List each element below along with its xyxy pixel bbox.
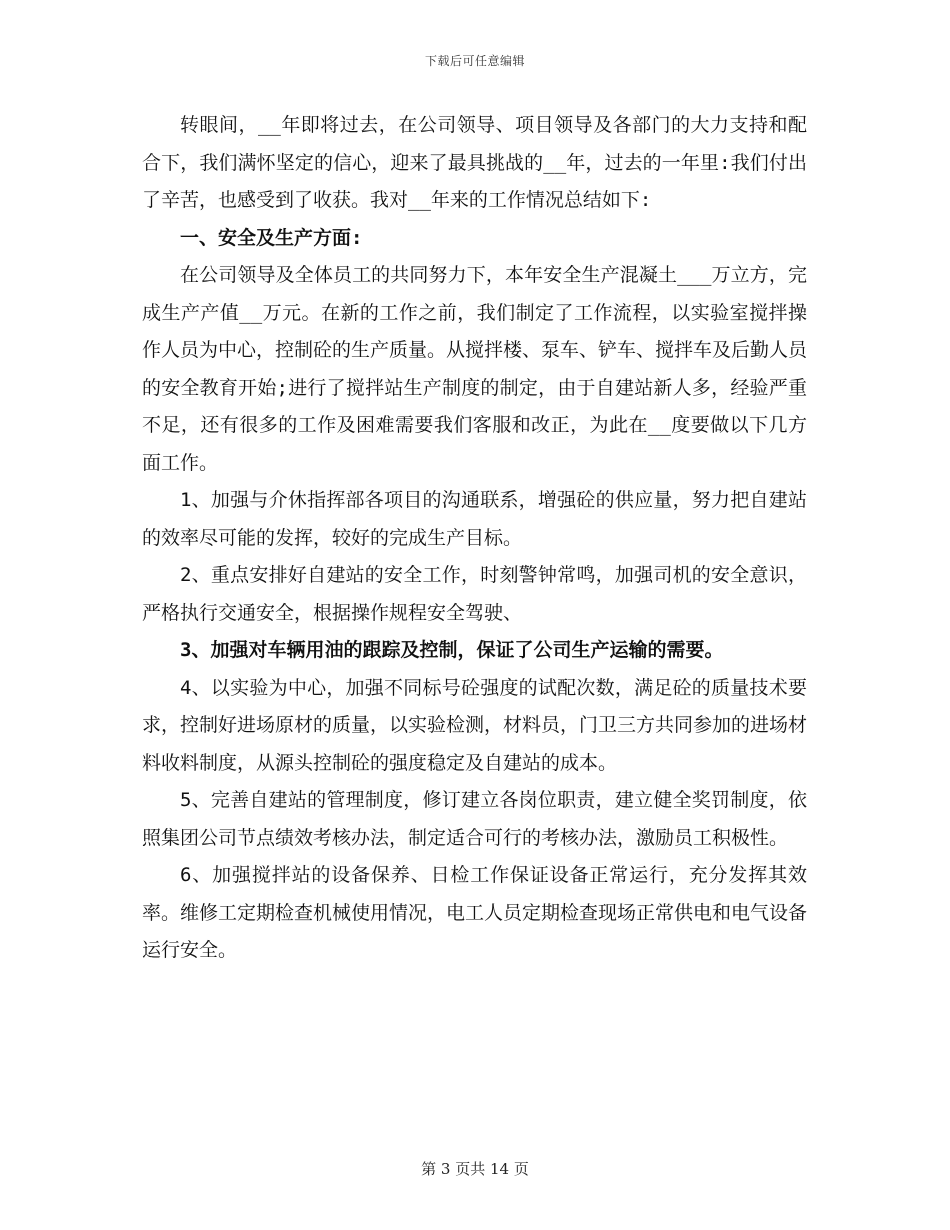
intro-paragraph: 转眼间，__年即将过去，在公司领导、项目领导及各部门的大力支持和配合下，我们满怀坚定的信心，迎来了最具挑战的__年，过去的一年里:我们付出了辛苦，也感受到了收获。我对__年来的工作情况总结如下: xyxy=(142,114,807,211)
section-heading-safety-production: 一、安全及生产方面: xyxy=(180,226,363,249)
work-item-4: 4、以实验为中心，加强不同标号砼强度的试配次数，满足砼的质量技术要求，控制好进场原材的质量，以实验检测，材料员，门卫三方共同参加的进场材料收料制度，从源头控制砼的强度稳定及自建站的成本。 xyxy=(142,676,808,774)
page-header-note: 下载后可任意编辑 xyxy=(424,54,525,68)
work-item-5: 5、完善自建站的管理制度，修订建立各岗位职责，建立健全奖罚制度，依照集团公司节点绩效考核办法，制定适合可行的考核办法，激励员工积极性。 xyxy=(142,789,807,849)
page-number-footer: 第 3 页共 14 页 xyxy=(421,1160,529,1178)
production-summary-paragraph: 在公司领导及全体员工的共同努力下，本年安全生产混凝土___万立方，完成生产产值__万元。在新的工作之前，我们制定了工作流程，以实验室搅拌操作人员为中心，控制砼的生产质量。从搅拌楼、泵车、铲车、搅拌车及后勤人员的安全教育开始;进行了搅拌站生产制度的制定，由于自建站新人多，经验严重不足，还有很多的工作及困难需要我们客服和改正，为此在__度要做以下几方面工作。 xyxy=(142,264,808,474)
work-item-6: 6、加强搅拌站的设备保养、日检工作保证设备正常运行，充分发挥其效率。维修工定期检查机械使用情况，电工人员定期检查现场正常供电和电气设备运行安全。 xyxy=(142,864,808,961)
work-item-3: 3、加强对车辆用油的跟踪及控制，保证了公司生产运输的需要。 xyxy=(180,639,724,661)
document-body xyxy=(142,107,807,970)
work-item-2: 2、重点安排好自建站的安全工作，时刻警钟常鸣，加强司机的安全意识，严格执行交通安全，根据操作规程安全驾驶、 xyxy=(142,564,807,624)
work-item-1: 1、加强与介休指挥部各项目的沟通联系，增强砼的供应量，努力把自建站的效率尽可能的发挥，较好的完成生产目标。 xyxy=(142,489,807,549)
